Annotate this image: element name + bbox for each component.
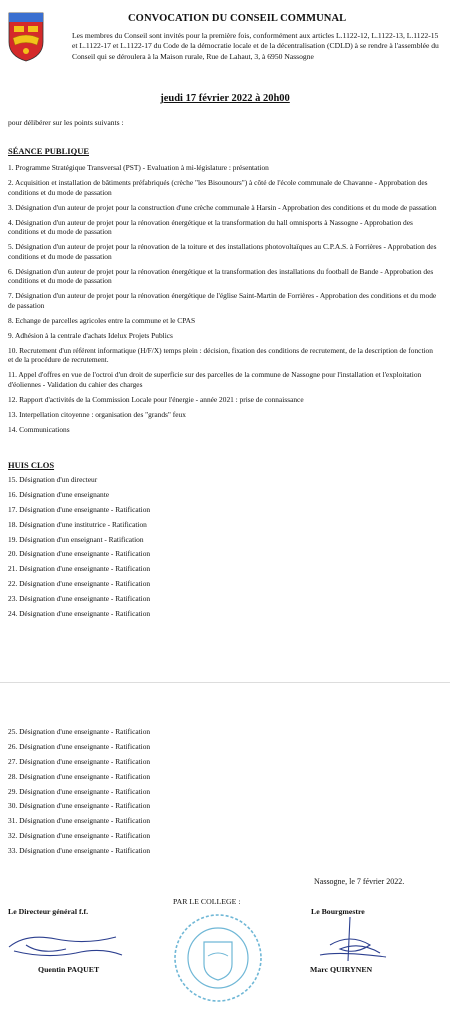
agenda-list-public [8, 163, 440, 440]
agenda-item: 20. Désignation d'une enseignante - Ratification [8, 549, 151, 559]
agenda-item: 5. Désignation d'un auteur de projet pour la rénovation de la toiture et des installations photovoltaïques au C.P.A.S. à Forrières - Approbation des conditions et du mode de passation [8, 242, 437, 261]
section-heading-seance-publique: SÉANCE PUBLIQUE [8, 146, 90, 156]
agenda-item: 13. Interpellation citoyenne : organisation des "grands" feux [8, 409, 186, 419]
agenda-item: 10. Recrutement d'un référent informatique (H/F/X) temps plein : décision, fixation des conditions de recrutement, de la description de fonction et de la procédure de recrutement. [8, 345, 433, 365]
agenda-item: 16. Désignation d'une enseignante [8, 489, 110, 499]
agenda-item: 31. Désignation d'une enseignante - Ratification [8, 816, 151, 826]
agenda-item: 33. Désignation d'une enseignante - Ratification [8, 846, 151, 856]
agenda-item: 2. Acquisition et installation de bâtiments préfabriqués (crèche "les Bisounours") à côté de l'école communale de Chavanne - Approbation des conditions et du mode de passation [8, 177, 428, 197]
mayor-title: Le Bourgmestre [311, 907, 365, 916]
agenda-item: 29. Désignation d'une enseignante - Ratification [8, 786, 151, 796]
agenda-item: 26. Désignation d'une enseignante - Ratification [8, 741, 151, 751]
agenda-item: 24. Désignation d'une enseignante - Ratification [8, 609, 151, 619]
agenda-item: 12. Rapport d'activités de la Commission Locale pour l'énergie - année 2021 : prise de connaissance [8, 394, 304, 404]
director-signature [6, 925, 126, 965]
agenda-item: 4. Désignation d'un auteur de projet pour la rénovation énergétique et la transformation du hall omnisports à Nassogne - Approbation des conditions et du mode de passation [8, 217, 413, 237]
agenda-item: 23. Désignation d'une enseignante - Ratification [8, 594, 151, 604]
agenda-list-huis-clos-continued [8, 727, 440, 861]
agenda-item: 19. Désignation d'un enseignant - Ratification [8, 534, 144, 544]
intro-paragraph: Les membres du Conseil sont invités pour la première fois, conformément aux articles L.1122-12, L.1122-13, L.1122-15 et L.1122-17 et L.1122-17 du Code de la démocratie locale et de la décentralisation (CDLD) à se rendre à l'assemblée du Conseil qui se déroulera à la Maison rurale, Rue de Lahaut, 3, à 6950 Nassogne [72, 31, 439, 61]
agenda-item: 32. Désignation d'une enseignante - Ratification [8, 831, 151, 841]
agenda-item: 28. Désignation d'une enseignante - Ratification [8, 771, 151, 781]
agenda-item: 8. Echange de parcelles agricoles entre la commune et le CPAS [8, 315, 196, 325]
agenda-item: 6. Désignation d'un auteur de projet pour la rénovation énergétique et la transformation des installations du football de Bande - Approbation des conditions et du mode de passation [8, 266, 434, 286]
mayor-signature [310, 915, 390, 965]
agenda-item: 25. Désignation d'une enseignante - Ratification [8, 727, 151, 736]
section-heading-huis-clos: HUIS CLOS [8, 460, 55, 470]
agenda-item: 27. Désignation d'une enseignante - Ratification [8, 756, 151, 766]
mayor-name: Marc QUIRYNEN [310, 965, 373, 974]
agenda-item: 1. Programme Stratégique Transversal (PST) - Evaluation à mi-législature : présentation [8, 163, 269, 172]
document-title: CONVOCATION DU CONSEIL COMMUNAL [128, 13, 347, 24]
official-seal-stamp [172, 912, 264, 1004]
agenda-item: 7. Désignation d'un auteur de projet pour la rénovation énergétique de l'église Saint-Martin de Forrières - Approbation des conditions et du mode de passation [8, 291, 437, 310]
place-date: Nassogne, le 7 février 2022. [314, 877, 405, 886]
agenda-item: 11. Appel d'offres en vue de l'octroi d'un droit de superficie sur des parcelles de la commune de Nassogne pour l'installation et l'exploitation d'éoliennes - Validation du cahier des charges [8, 370, 422, 389]
director-name: Quentin PAQUET [38, 965, 100, 974]
agenda-item: 22. Désignation d'une enseignante - Ratification [8, 579, 151, 589]
director-title: Le Directeur général f.f. [8, 907, 89, 916]
page-divider [0, 682, 450, 683]
meeting-date: jeudi 17 février 2022 à 20h00 [160, 93, 290, 104]
agenda-item: 14. Communications [8, 424, 70, 434]
agenda-item: 30. Désignation d'une enseignante - Ratification [8, 801, 151, 811]
deliberate-line: pour délibérer sur les points suivants : [8, 118, 124, 127]
agenda-item: 15. Désignation d'un directeur [8, 475, 98, 484]
college-label: PAR LE COLLEGE : [173, 897, 241, 906]
agenda-item: 17. Désignation d'une enseignante - Ratification [8, 504, 151, 514]
agenda-list-huis-clos [8, 475, 440, 624]
coat-of-arms-icon [8, 12, 44, 62]
agenda-item: 9. Adhésion à la centrale d'achats Idelux Projets Publics [8, 330, 173, 340]
agenda-item: 21. Désignation d'une enseignante - Ratification [8, 564, 151, 574]
agenda-item: 3. Désignation d'un auteur de projet pour la construction d'une crèche communale à Harsin - Approbation des conditions et du mode de passation [8, 202, 437, 212]
agenda-item: 18. Désignation d'une institutrice - Ratification [8, 519, 147, 529]
